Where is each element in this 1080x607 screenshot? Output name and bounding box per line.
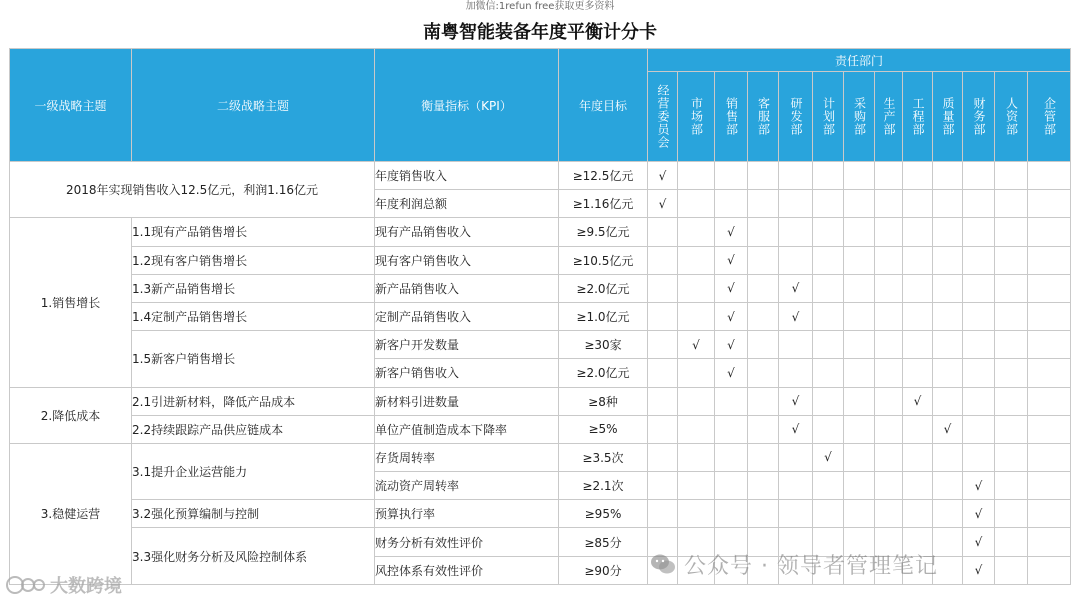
responsibility-cell (903, 162, 933, 190)
target-cell: ≥3.5次 (559, 443, 648, 471)
responsibility-cell (678, 246, 715, 274)
responsibility-cell (1028, 528, 1071, 556)
target-cell: ≥10.5亿元 (559, 246, 648, 274)
responsibility-cell (748, 359, 779, 387)
target-cell: ≥9.5亿元 (559, 218, 648, 246)
strategy-theme-level2: 3.3强化财务分析及风险控制体系 (132, 528, 375, 584)
responsibility-cell (903, 472, 933, 500)
responsibility-cell (933, 331, 963, 359)
strategy-theme-level2: 3.1提升企业运营能力 (132, 443, 375, 499)
responsibility-cell (844, 218, 875, 246)
check-mark: √ (715, 331, 748, 359)
strategy-theme-level2: 1.2现有客户销售增长 (132, 246, 375, 274)
target-cell: ≥90分 (559, 556, 648, 584)
responsibility-cell (779, 162, 813, 190)
kpi-cell: 新客户开发数量 (375, 331, 559, 359)
responsibility-cell (933, 218, 963, 246)
responsibility-cell (963, 190, 995, 218)
responsibility-cell (875, 162, 903, 190)
responsibility-cell (813, 359, 844, 387)
table-row (10, 415, 1071, 443)
responsibility-cell (933, 387, 963, 415)
responsibility-cell (875, 218, 903, 246)
check-mark: √ (779, 415, 813, 443)
responsibility-cell (933, 190, 963, 218)
header-responsible: 责任部门 (648, 49, 1071, 72)
responsibility-cell (1028, 162, 1071, 190)
responsibility-cell (648, 359, 678, 387)
responsibility-cell (844, 331, 875, 359)
dept-label: 生产部 (882, 97, 896, 136)
watermark-logo-text: 大数跨境 (50, 576, 122, 597)
responsibility-cell (933, 359, 963, 387)
watermark-logo (6, 572, 122, 598)
responsibility-cell (963, 331, 995, 359)
responsibility-cell (648, 218, 678, 246)
table-row (10, 500, 1071, 528)
header-dept-11 (995, 72, 1028, 162)
responsibility-cell (715, 443, 748, 471)
responsibility-cell (844, 190, 875, 218)
top-note: 加微信:1refun free获取更多资料 (465, 1, 615, 12)
responsibility-cell (648, 472, 678, 500)
responsibility-cell (1028, 218, 1071, 246)
responsibility-cell (779, 218, 813, 246)
responsibility-cell (995, 359, 1028, 387)
responsibility-cell (648, 415, 678, 443)
table-row (10, 274, 1071, 302)
header-dept-3 (748, 72, 779, 162)
responsibility-cell (933, 274, 963, 302)
responsibility-cell (715, 472, 748, 500)
check-mark: √ (678, 331, 715, 359)
dept-label: 客服部 (756, 97, 771, 136)
responsibility-cell (875, 415, 903, 443)
check-mark: √ (779, 274, 813, 302)
responsibility-cell (813, 387, 844, 415)
responsibility-cell (995, 556, 1028, 584)
check-mark: √ (963, 472, 995, 500)
responsibility-cell (813, 302, 844, 330)
check-mark: √ (648, 190, 678, 218)
responsibility-cell (748, 162, 779, 190)
strategy-theme-level1: 2018年实现销售收入12.5亿元，利润1.16亿元 (10, 162, 375, 218)
table-row (10, 302, 1071, 330)
responsibility-cell (963, 443, 995, 471)
responsibility-cell (844, 302, 875, 330)
kpi-cell: 现有客户销售收入 (375, 246, 559, 274)
responsibility-cell (1028, 500, 1071, 528)
responsibility-cell (844, 443, 875, 471)
responsibility-cell (678, 359, 715, 387)
responsibility-cell (813, 190, 844, 218)
responsibility-cell (678, 162, 715, 190)
responsibility-cell (995, 387, 1028, 415)
table-row (10, 443, 1071, 471)
target-cell: ≥2.1次 (559, 472, 648, 500)
header-dept-6 (844, 72, 875, 162)
responsibility-cell (844, 246, 875, 274)
responsibility-cell (748, 331, 779, 359)
responsibility-cell (933, 162, 963, 190)
check-mark: √ (963, 556, 995, 584)
responsibility-cell (1028, 556, 1071, 584)
responsibility-cell (844, 274, 875, 302)
kpi-cell: 年度销售收入 (375, 162, 559, 190)
responsibility-cell (995, 190, 1028, 218)
balanced-scorecard-table (9, 48, 1071, 585)
responsibility-cell (995, 162, 1028, 190)
target-cell: ≥1.16亿元 (559, 190, 648, 218)
responsibility-cell (779, 331, 813, 359)
responsibility-cell (995, 302, 1028, 330)
responsibility-cell (648, 274, 678, 302)
responsibility-cell (779, 190, 813, 218)
responsibility-cell (995, 246, 1028, 274)
strategy-theme-level2: 2.1引进新材料，降低产品成本 (132, 387, 375, 415)
check-mark: √ (903, 387, 933, 415)
responsibility-cell (748, 190, 779, 218)
responsibility-cell (678, 218, 715, 246)
dept-label: 财务部 (972, 97, 986, 136)
responsibility-cell (779, 359, 813, 387)
responsibility-cell (903, 415, 933, 443)
responsibility-cell (1028, 246, 1071, 274)
responsibility-cell (963, 162, 995, 190)
header-target: 年度目标 (559, 49, 648, 162)
responsibility-cell (875, 359, 903, 387)
responsibility-cell (678, 190, 715, 218)
responsibility-cell (1028, 472, 1071, 500)
responsibility-cell (995, 218, 1028, 246)
check-mark: √ (963, 528, 995, 556)
responsibility-cell (995, 472, 1028, 500)
strategy-theme-level2: 1.4定制产品销售增长 (132, 302, 375, 330)
responsibility-cell (779, 500, 813, 528)
responsibility-cell (844, 162, 875, 190)
header-dept-7 (875, 72, 903, 162)
responsibility-cell (1028, 190, 1071, 218)
responsibility-cell (813, 500, 844, 528)
responsibility-cell (748, 472, 779, 500)
responsibility-cell (648, 387, 678, 415)
responsibility-cell (903, 443, 933, 471)
responsibility-cell (748, 387, 779, 415)
watermark (650, 548, 938, 580)
header-dept-1 (678, 72, 715, 162)
responsibility-cell (933, 302, 963, 330)
responsibility-cell (715, 387, 748, 415)
header-dept-9 (933, 72, 963, 162)
responsibility-cell (1028, 274, 1071, 302)
strategy-theme-level2: 1.1现有产品销售增长 (132, 218, 375, 246)
kpi-cell: 风控体系有效性评价 (375, 556, 559, 584)
responsibility-cell (844, 415, 875, 443)
table-row (10, 218, 1071, 246)
responsibility-cell (963, 387, 995, 415)
responsibility-cell (963, 359, 995, 387)
responsibility-cell (678, 443, 715, 471)
header-dept-0 (648, 72, 678, 162)
table-row (10, 331, 1071, 359)
check-mark: √ (715, 359, 748, 387)
responsibility-cell (715, 500, 748, 528)
kpi-cell: 财务分析有效性评价 (375, 528, 559, 556)
responsibility-cell (963, 302, 995, 330)
responsibility-cell (748, 274, 779, 302)
responsibility-cell (813, 246, 844, 274)
header-dept-12 (1028, 72, 1071, 162)
responsibility-cell (844, 472, 875, 500)
responsibility-cell (648, 246, 678, 274)
responsibility-cell (648, 302, 678, 330)
check-mark: √ (933, 415, 963, 443)
responsibility-cell (1028, 331, 1071, 359)
responsibility-cell (678, 472, 715, 500)
responsibility-cell (903, 274, 933, 302)
check-mark: √ (813, 443, 844, 471)
responsibility-cell (875, 387, 903, 415)
responsibility-cell (933, 443, 963, 471)
strategy-theme-level1: 2.降低成本 (10, 387, 132, 443)
responsibility-cell (995, 500, 1028, 528)
dept-label: 市场部 (689, 97, 704, 136)
dept-label: 工程部 (911, 97, 925, 136)
responsibility-cell (844, 387, 875, 415)
responsibility-cell (813, 162, 844, 190)
header-dept-5 (813, 72, 844, 162)
check-mark: √ (648, 162, 678, 190)
dept-label: 销售部 (724, 97, 739, 136)
responsibility-cell (813, 331, 844, 359)
target-cell: ≥12.5亿元 (559, 162, 648, 190)
responsibility-cell (648, 500, 678, 528)
check-mark: √ (779, 387, 813, 415)
responsibility-cell (933, 472, 963, 500)
responsibility-cell (903, 331, 933, 359)
header-dept-2 (715, 72, 748, 162)
responsibility-cell (903, 302, 933, 330)
responsibility-cell (875, 246, 903, 274)
responsibility-cell (963, 218, 995, 246)
header-level2: 二级战略主题 (132, 49, 375, 162)
dept-label: 研发部 (789, 97, 803, 136)
responsibility-cell (1028, 443, 1071, 471)
responsibility-cell (648, 331, 678, 359)
responsibility-cell (813, 415, 844, 443)
responsibility-cell (748, 302, 779, 330)
responsibility-cell (715, 190, 748, 218)
dept-label: 经营委员会 (656, 84, 670, 149)
responsibility-cell (875, 443, 903, 471)
target-cell: ≥5% (559, 415, 648, 443)
responsibility-cell (813, 274, 844, 302)
target-cell: ≥30家 (559, 331, 648, 359)
responsibility-cell (678, 274, 715, 302)
strategy-theme-level2: 3.2强化预算编制与控制 (132, 500, 375, 528)
dept-label: 计划部 (821, 97, 836, 136)
responsibility-cell (748, 443, 779, 471)
strategy-theme-level2: 2.2持续跟踪产品供应链成本 (132, 415, 375, 443)
responsibility-cell (903, 359, 933, 387)
page-title: 南粤智能装备年度平衡计分卡 (423, 22, 657, 43)
watermark-text: 公众号 · 领导者管理笔记 (684, 553, 938, 579)
check-mark: √ (779, 302, 813, 330)
table-row (10, 162, 1071, 190)
check-mark: √ (715, 274, 748, 302)
responsibility-cell (963, 415, 995, 443)
responsibility-cell (715, 415, 748, 443)
strategy-theme-level1: 1.销售增长 (10, 218, 132, 387)
target-cell: ≥95% (559, 500, 648, 528)
header-level1: 一级战略主题 (10, 49, 132, 162)
responsibility-cell (963, 246, 995, 274)
responsibility-cell (748, 246, 779, 274)
responsibility-cell (995, 528, 1028, 556)
responsibility-cell (678, 500, 715, 528)
responsibility-cell (648, 443, 678, 471)
strategy-theme-level1: 3.稳健运营 (10, 443, 132, 584)
responsibility-cell (963, 274, 995, 302)
check-mark: √ (715, 246, 748, 274)
dept-label: 质量部 (941, 97, 955, 136)
responsibility-cell (748, 415, 779, 443)
responsibility-cell (779, 472, 813, 500)
responsibility-cell (1028, 415, 1071, 443)
responsibility-cell (844, 500, 875, 528)
responsibility-cell (903, 218, 933, 246)
table-row (10, 387, 1071, 415)
strategy-theme-level2: 1.5新客户销售增长 (132, 331, 375, 387)
kpi-cell: 新客户销售收入 (375, 359, 559, 387)
kpi-cell: 存货周转率 (375, 443, 559, 471)
responsibility-cell (813, 218, 844, 246)
responsibility-cell (903, 500, 933, 528)
table-row (10, 246, 1071, 274)
responsibility-cell (875, 500, 903, 528)
responsibility-cell (748, 218, 779, 246)
check-mark: √ (963, 500, 995, 528)
responsibility-cell (875, 472, 903, 500)
responsibility-cell (933, 246, 963, 274)
responsibility-cell (1028, 359, 1071, 387)
dept-label: 人资部 (1004, 97, 1019, 136)
dept-label: 采购部 (852, 97, 867, 136)
responsibility-cell (748, 500, 779, 528)
check-mark: √ (715, 218, 748, 246)
kpi-cell: 现有产品销售收入 (375, 218, 559, 246)
responsibility-cell (903, 246, 933, 274)
target-cell: ≥85分 (559, 528, 648, 556)
responsibility-cell (1028, 387, 1071, 415)
responsibility-cell (995, 331, 1028, 359)
responsibility-cell (779, 246, 813, 274)
responsibility-cell (715, 162, 748, 190)
header-dept-4 (779, 72, 813, 162)
wechat-icon (650, 553, 676, 575)
responsibility-cell (875, 302, 903, 330)
responsibility-cell (875, 331, 903, 359)
header-dept-10 (963, 72, 995, 162)
target-cell: ≥2.0亿元 (559, 359, 648, 387)
responsibility-cell (813, 472, 844, 500)
target-cell: ≥2.0亿元 (559, 274, 648, 302)
header-kpi: 衡量指标（KPI） (375, 49, 559, 162)
responsibility-cell (995, 274, 1028, 302)
target-cell: ≥1.0亿元 (559, 302, 648, 330)
kpi-cell: 流动资产周转率 (375, 472, 559, 500)
header-dept-8 (903, 72, 933, 162)
kpi-cell: 单位产值制造成本下降率 (375, 415, 559, 443)
dept-label: 企管部 (1042, 97, 1057, 136)
kpi-cell: 年度利润总额 (375, 190, 559, 218)
responsibility-cell (779, 443, 813, 471)
kpi-cell: 新材料引进数量 (375, 387, 559, 415)
brand-logo-icon (6, 574, 46, 596)
responsibility-cell (678, 415, 715, 443)
responsibility-cell (875, 190, 903, 218)
responsibility-cell (678, 387, 715, 415)
responsibility-cell (995, 443, 1028, 471)
responsibility-cell (1028, 302, 1071, 330)
strategy-theme-level2: 1.3新产品销售增长 (132, 274, 375, 302)
responsibility-cell (995, 415, 1028, 443)
responsibility-cell (933, 500, 963, 528)
kpi-cell: 预算执行率 (375, 500, 559, 528)
check-mark: √ (715, 302, 748, 330)
responsibility-cell (875, 274, 903, 302)
responsibility-cell (903, 190, 933, 218)
responsibility-cell (844, 359, 875, 387)
kpi-cell: 定制产品销售收入 (375, 302, 559, 330)
responsibility-cell (678, 302, 715, 330)
target-cell: ≥8种 (559, 387, 648, 415)
kpi-cell: 新产品销售收入 (375, 274, 559, 302)
